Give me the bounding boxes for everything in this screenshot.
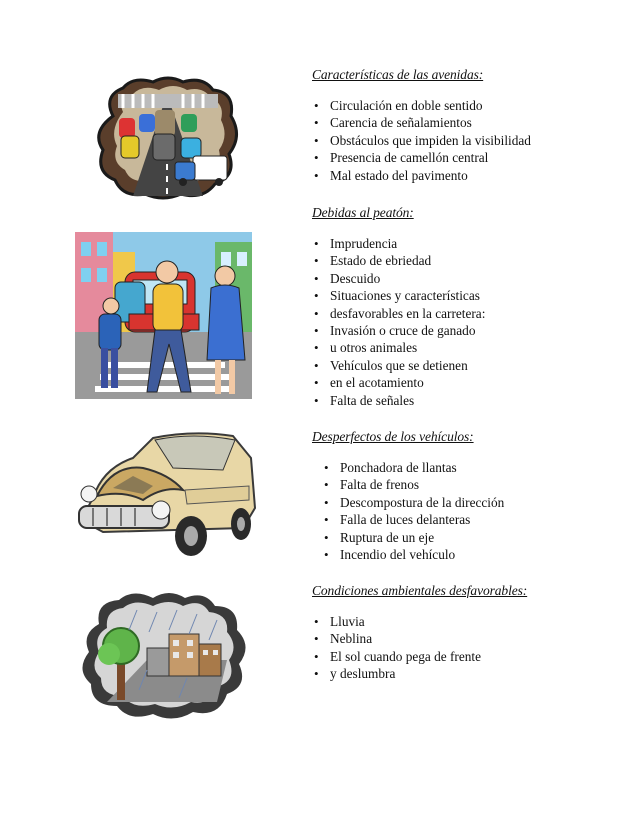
list-item: • Descuido	[308, 270, 485, 287]
bullet-list	[308, 97, 531, 184]
list-item: • u otros animales	[308, 339, 485, 356]
section-ambientales	[308, 583, 527, 683]
bullet-list	[308, 613, 527, 683]
rainy-weather-illustration	[77, 590, 252, 725]
list-item: • y deslumbra	[308, 665, 527, 682]
list-item: • Mal estado del pavimento	[308, 167, 531, 184]
list-item: • Invasión o cruce de ganado	[308, 322, 485, 339]
section-title: Condiciones ambientales desfavorables:	[312, 583, 528, 598]
section-avenidas	[308, 67, 531, 184]
list-item: • Falta de señales	[308, 392, 485, 409]
list-item: • Descompostura de la dirección	[318, 494, 504, 511]
list-item: • Presencia de camellón central	[308, 149, 531, 166]
list-item: • desfavorables en la carretera:	[308, 305, 485, 322]
list-item: • Incendio del vehículo	[318, 546, 504, 563]
list-item: • Ponchadora de llantas	[318, 459, 504, 476]
list-item: • Lluvia	[308, 613, 527, 630]
list-item: • Falla de luces delanteras	[318, 511, 504, 528]
crashed-car-illustration	[73, 428, 258, 558]
list-item: • Circulación en doble sentido	[308, 97, 531, 114]
section-peaton	[308, 205, 485, 409]
list-item: • Obstáculos que impiden la visibilidad	[308, 132, 531, 149]
list-item: • en el acotamiento	[308, 374, 485, 391]
list-item: • Carencia de señalamientos	[308, 114, 531, 131]
list-item: • Estado de ebriedad	[308, 252, 485, 269]
list-item: • Imprudencia	[308, 235, 485, 252]
list-item: • Situaciones y características	[308, 287, 485, 304]
section-title: Debidas al peatón:	[312, 205, 414, 220]
bullet-list	[308, 235, 485, 409]
list-item: • Neblina	[308, 630, 527, 647]
list-item: • Ruptura de un eje	[318, 529, 504, 546]
list-item: • Vehículos que se detienen	[308, 357, 485, 374]
section-title: Desperfectos de los vehículos:	[312, 429, 474, 444]
section-vehiculos	[308, 429, 504, 563]
section-title: Características de las avenidas:	[312, 67, 484, 82]
pedestrians-illustration	[75, 232, 252, 399]
traffic-jam-illustration	[93, 76, 243, 201]
bullet-list	[318, 459, 504, 563]
list-item: • Falta de frenos	[318, 476, 504, 493]
list-item: • El sol cuando pega de frente	[308, 648, 527, 665]
